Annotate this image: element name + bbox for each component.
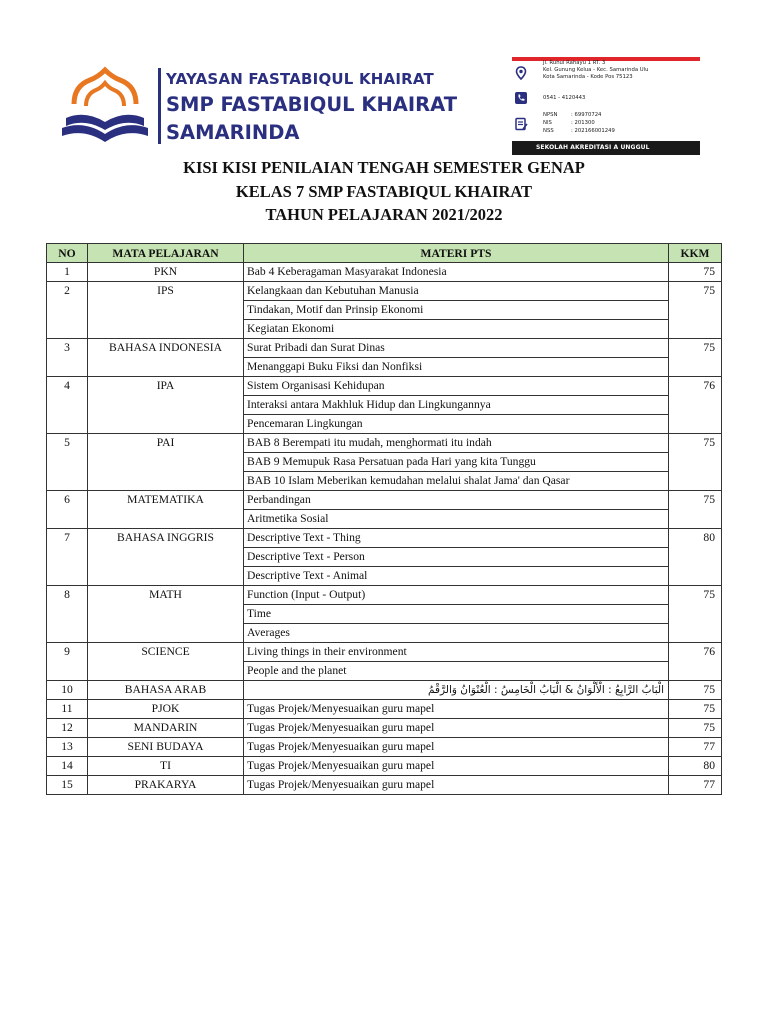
table-row [47,491,722,510]
nss-label: NSS [543,128,554,134]
subject-name: PKN [88,263,244,282]
row-number: 11 [47,700,88,719]
kkm-value: 76 [669,377,722,434]
table-row [47,738,722,757]
material-item: Descriptive Text - Thing [244,529,669,548]
table-row [47,434,722,453]
address-line-1: Jl. Ruhui Rahayu 1 RT. 3 [543,60,606,66]
material-item: Time [244,605,669,624]
phone-icon [514,91,528,105]
material-item: Tugas Projek/Menyesuaikan guru mapel [244,719,669,738]
row-number: 5 [47,434,88,491]
subject-name: TI [88,757,244,776]
material-item: BAB 9 Memupuk Rasa Persatuan pada Hari yang kita Tunggu [244,453,669,472]
kkm-value: 77 [669,776,722,795]
material-item: Averages [244,624,669,643]
address-line-3: Kota Samarinda - Kode Pos 75123 [543,74,633,80]
table-row [47,719,722,738]
school-name: SMP FASTABIQUL KHAIRAT [166,93,458,116]
material-item: Function (Input - Output) [244,586,669,605]
kkm-value: 75 [669,434,722,491]
subject-name: MATH [88,586,244,643]
subject-name: PRAKARYA [88,776,244,795]
row-number: 14 [47,757,88,776]
foundation-name: YAYASAN FASTABIQUL KHAIRAT [166,70,434,88]
row-number: 7 [47,529,88,586]
nis-value: : 201300 [571,120,595,126]
material-item: People and the planet [244,662,669,681]
header-material: MATERI PTS [244,244,669,263]
table-row [47,263,722,282]
material-item: Tugas Projek/Menyesuaikan guru mapel [244,776,669,795]
table-header-row [47,244,722,263]
exam-grid-table [46,243,722,795]
kkm-value: 80 [669,529,722,586]
document-subtitle-year: TAHUN PELAJARAN 2021/2022 [265,205,503,224]
material-item: Sistem Organisasi Kehidupan [244,377,669,396]
kkm-value: 75 [669,719,722,738]
nis-row [543,120,595,126]
material-item: Kelangkaan dan Kebutuhan Manusia [244,282,669,301]
subject-name: BAHASA INGGRIS [88,529,244,586]
row-number: 8 [47,586,88,643]
material-item: BAB 10 Islam Meberikan kemudahan melalui shalat Jama' dan Qasar [244,472,669,491]
row-number: 9 [47,643,88,681]
subject-name: BAHASA INDONESIA [88,339,244,377]
material-item: Tugas Projek/Menyesuaikan guru mapel [244,757,669,776]
material-item: Menanggapi Buku Fiksi dan Nonfiksi [244,358,669,377]
subject-name: IPS [88,282,244,339]
material-item: BAB 8 Berempati itu mudah, menghormati itu indah [244,434,669,453]
kkm-value: 75 [669,681,722,700]
kkm-value: 75 [669,491,722,529]
npsn-value: : 69970724 [571,112,602,118]
accreditation-banner: SEKOLAH AKREDITASI A UNGGUL [512,141,700,155]
table-row [47,377,722,396]
table-row [47,681,722,700]
material-item: Descriptive Text - Animal [244,567,669,586]
document-icon [514,117,528,131]
row-number: 13 [47,738,88,757]
nis-label: NIS [543,120,552,126]
nss-value: : 202166001249 [571,128,615,134]
table-row [47,339,722,358]
row-number: 6 [47,491,88,529]
red-accent-bar [512,57,700,61]
table-row [47,757,722,776]
material-item: الْبَابُ الرَّابِعُ : الْأَلْوَانُ & الْبَابُ الْخَامِسُ : الْعُنْوَانُ وَالرَّقْمُ [244,681,669,700]
row-number: 1 [47,263,88,282]
material-item: Perbandingan [244,491,669,510]
nss-row [543,128,615,134]
contact-box [512,57,700,155]
document-title: KISI KISI PENILAIAN TENGAH SEMESTER GENAP [183,158,585,177]
kkm-value: 75 [669,700,722,719]
material-item: Tindakan, Motif dan Prinsip Ekonomi [244,301,669,320]
kkm-value: 75 [669,586,722,643]
material-item: Bab 4 Keberagaman Masyarakat Indonesia [244,263,669,282]
table-row [47,643,722,662]
npsn-row [543,112,601,118]
kkm-value: 77 [669,738,722,757]
npsn-label: NPSN [543,112,558,118]
kkm-value: 75 [669,339,722,377]
address-line-2: Kel. Gunung Kelua - Kec. Samarinda Ulu [543,67,649,73]
material-item: Descriptive Text - Person [244,548,669,567]
header-kkm: KKM [669,244,722,263]
subject-name: IPA [88,377,244,434]
table-row [47,776,722,795]
material-item: Tugas Projek/Menyesuaikan guru mapel [244,700,669,719]
row-number: 2 [47,282,88,339]
row-number: 3 [47,339,88,377]
document-subtitle-class: KELAS 7 SMP FASTABIQUL KHAIRAT [235,182,533,201]
material-item: Pencemaran Lingkungan [244,415,669,434]
kkm-value: 76 [669,643,722,681]
row-number: 12 [47,719,88,738]
subject-name: SENI BUDAYA [88,738,244,757]
subject-name: PAI [88,434,244,491]
subject-name: BAHASA ARAB [88,681,244,700]
row-number: 4 [47,377,88,434]
subject-name: MANDARIN [88,719,244,738]
subject-name: SCIENCE [88,643,244,681]
kkm-value: 80 [669,757,722,776]
material-item: Aritmetika Sosial [244,510,669,529]
row-number: 15 [47,776,88,795]
material-item: Surat Pribadi dan Surat Dinas [244,339,669,358]
subject-name: PJOK [88,700,244,719]
phone-number: 0541 - 4120443 [543,95,586,101]
header-subject: MATA PELAJARAN [88,244,244,263]
table-row [47,529,722,548]
school-city: SAMARINDA [166,121,300,144]
divider-line [158,68,161,144]
material-item: Interaksi antara Makhluk Hidup dan Lingkungannya [244,396,669,415]
row-number: 10 [47,681,88,700]
material-item: Kegiatan Ekonomi [244,320,669,339]
header-no: NO [47,244,88,263]
table-row [47,282,722,301]
kkm-value: 75 [669,282,722,339]
kkm-value: 75 [669,263,722,282]
material-item: Living things in their environment [244,643,669,662]
school-logo [60,66,150,146]
table-body [47,263,722,795]
table-row [47,586,722,605]
table-row [47,700,722,719]
location-pin-icon [514,66,528,80]
subject-name: MATEMATIKA [88,491,244,529]
letterhead [0,0,768,160]
material-item: Tugas Projek/Menyesuaikan guru mapel [244,738,669,757]
